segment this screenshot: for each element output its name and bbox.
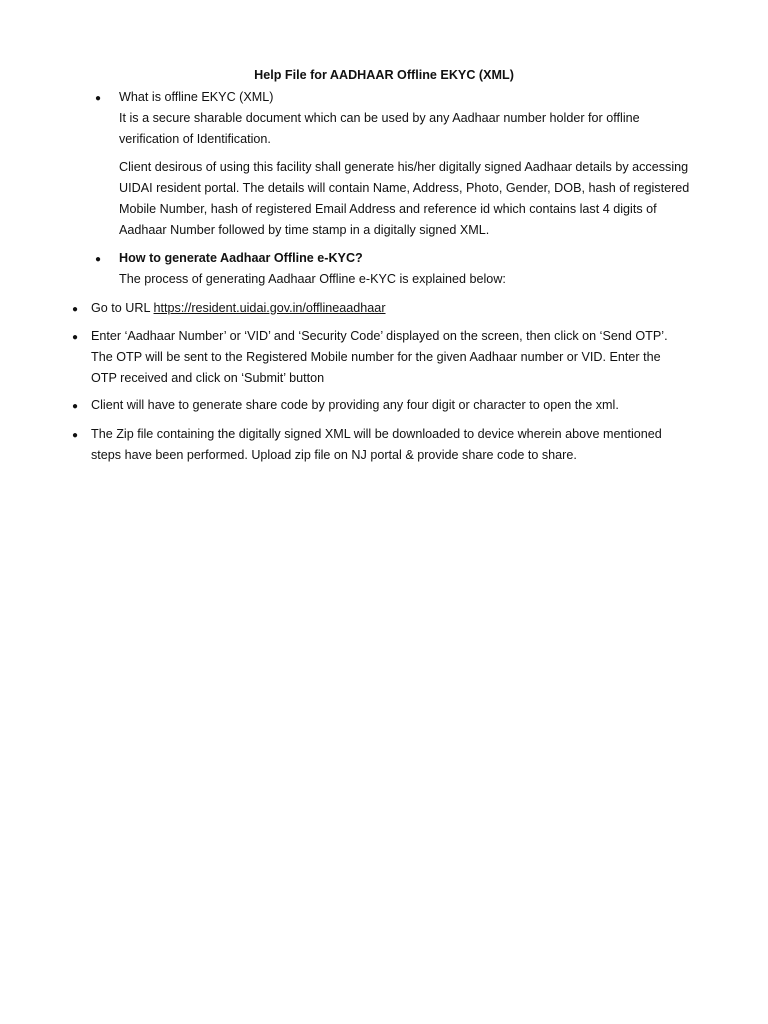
bullet-icon: ● [72,332,79,343]
step-enter-aadhaar: Enter ‘Aadhaar Number’ or ‘VID’ and ‘Security Code’ displayed on the screen, then click on ‘Send OTP’. The OTP will be sent to the Registered Mobile number for the given Aadhaar number or VID. Enter the OTP received and click on ‘Submit’ button [91,329,668,385]
section-heading-how-to: How to generate Aadhaar Offline e-KYC? [119,251,363,265]
step-go-to-url-label: Go to URL [91,301,154,315]
bullet-icon: ● [95,254,102,265]
bullet-icon: ● [95,93,102,104]
bullet-icon: ● [72,401,79,412]
bullet-icon: ● [72,430,79,441]
section1-paragraph-2: Client desirous of using this facility shall generate his/her digitally signed Aadhaar details by accessing UIDAI resident portal. The details will contain Name, Address, Photo, Gender, DOB, hash of registered Mobile Number, hash of registered Email Address and reference id which contains last 4 digits of Aadhaar Number followed by time stamp in a digitally signed XML. [119,160,690,237]
document-title: Help File for AADHAAR Offline EKYC (XML) [254,68,514,82]
offline-aadhaar-link[interactable]: https://resident.uidai.gov.in/offlineaadhaar [153,301,386,315]
bullet-icon: ● [72,304,79,315]
section1-paragraph-1: It is a secure sharable document which can be used by any Aadhaar number holder for offline verification of Identification. [119,111,640,146]
section-heading-what-is: What is offline EKYC (XML) [119,90,274,104]
step-go-to-url [91,298,691,319]
step-zip-file: The Zip file containing the digitally signed XML will be downloaded to device wherein above mentioned steps have been performed. Upload zip file on NJ portal & provide share code to share. [91,427,662,462]
step-share-code: Client will have to generate share code by providing any four digit or character to open the xml. [91,398,619,412]
section2-intro: The process of generating Aadhaar Offline e-KYC is explained below: [119,272,506,286]
